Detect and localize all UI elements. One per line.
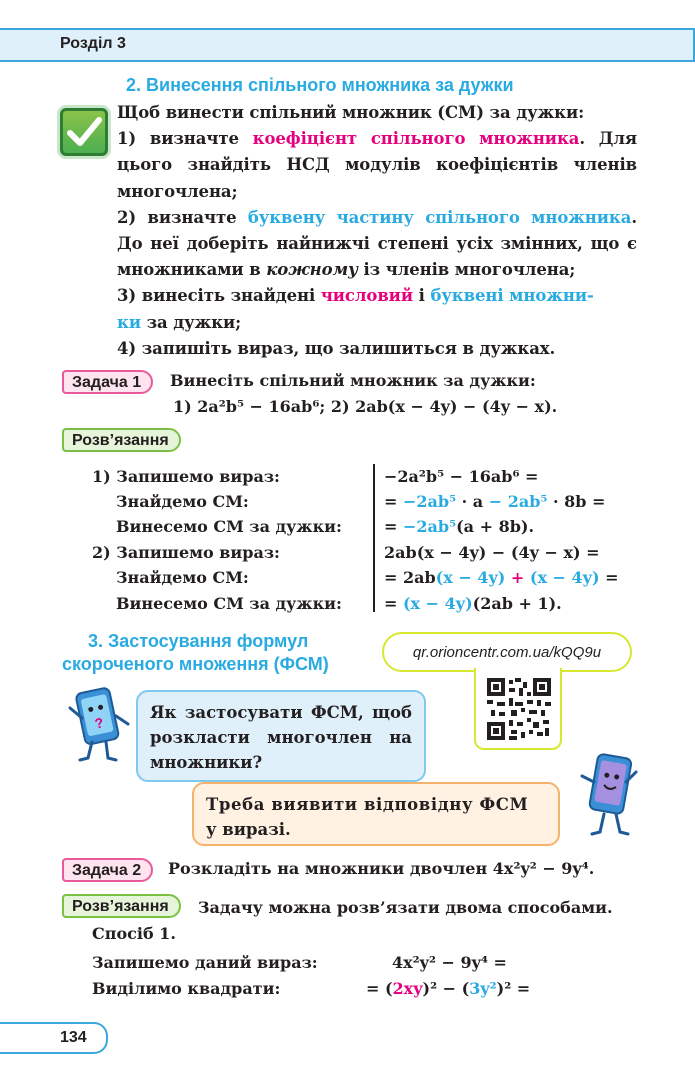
phone-mascot-question-icon (64, 684, 134, 764)
sol1-row1-right: −2a²b⁵ − 16ab⁶ = (384, 467, 539, 486)
solution-2-text: Задачу можна розв’язати двома способами. (198, 898, 613, 917)
sol1-row2-left: Знайдемо СМ: (116, 492, 249, 511)
sol2-row2-left: Виділимо квадрати: (92, 979, 281, 998)
sol1-row5-left: Знайдемо СМ: (116, 568, 249, 587)
rule-step-4: 4) запишіть вираз, що залишиться в дужках. (117, 338, 556, 358)
section-2-title: 2. Винесення спільного множника за дужки (126, 75, 514, 95)
section-3-title-line1: 3. Застосування формул (88, 631, 309, 651)
task-1-expression: 1) 2a²b⁵ − 16ab⁶; 2) 2ab(x − 4y) − (4y − x). (173, 397, 558, 416)
answer-line-1: Треба виявити відповідну ФСМ (206, 795, 529, 814)
answer-line-2: у виразі. (206, 820, 291, 839)
checkmark-icon (60, 108, 108, 156)
rule-step-3: 3) винесіть знайдені числовий і буквені множни- ки за дужки; (117, 286, 594, 332)
answer-bubble (192, 782, 560, 846)
task-2-label: Задача 2 (62, 858, 153, 882)
svg-text:?: ? (93, 714, 105, 732)
task-1-text: Винесіть спільний множник за дужки: (170, 371, 536, 390)
section-3-title-line2: скороченого множення (ФСМ) (62, 654, 329, 674)
qr-code-frame[interactable] (474, 668, 562, 750)
sol2-row2-right: = (2xy)² − (3y²)² = (366, 979, 531, 998)
solution-divider (373, 464, 375, 612)
method-1-label: Спосіб 1. (92, 924, 176, 943)
sol1-row6-left: Винесемо СМ за дужки: (116, 594, 342, 613)
page-number: 134 (0, 1022, 108, 1054)
question-bubble: Як застосувати ФСМ, щоб розкласти многочлен на множники? (136, 690, 426, 782)
sol1-row3-left: Винесемо СМ за дужки: (116, 517, 342, 536)
rule-step-1: 1) визначте коефіцієнт спільного множника. Для цього знайдіть НСД модулів коефіцієнтів членів многочлена; (117, 129, 637, 201)
sol1-row6-right: = (x − 4y)(2ab + 1). (384, 594, 562, 613)
rule-block (117, 100, 637, 362)
chapter-label: Розділ 3 (60, 35, 126, 52)
qr-code-icon (487, 678, 551, 740)
sol1-row1-left: 1) Запишемо вираз: (92, 467, 280, 486)
rule-step-2: 2) визначте буквену частину спільного множника. До неї доберіть найнижчі степені усіх змінних, що є множниками в кожному із членів многочлена; (117, 207, 637, 280)
qr-url-link[interactable]: qr.orioncentr.com.ua/kQQ9u (382, 632, 632, 672)
solution-2-label: Розв’язання (62, 894, 181, 918)
rule-intro: Щоб винести спільний множник (СМ) за дужки: (117, 103, 585, 122)
sol2-row1-right: 4x²y² − 9y⁴ = (392, 953, 507, 972)
task-1-label: Задача 1 (62, 370, 153, 394)
sol2-row1-left: Запишемо даний вираз: (92, 953, 318, 972)
solution-1-label: Розв’язання (62, 428, 181, 452)
sol1-row2-right: = −2ab⁵ · a − 2ab⁵ · 8b = (384, 492, 606, 511)
sol1-row4-right: 2ab(x − 4y) − (4y − x) = (384, 543, 600, 562)
task-2-text: Розкладіть на множники двочлен 4x²y² − 9y⁴. (168, 859, 595, 878)
sol1-row4-left: 2) Запишемо вираз: (92, 543, 280, 562)
sol1-row3-right: = −2ab⁵(a + 8b). (384, 517, 535, 536)
sol1-row5-right: = 2ab(x − 4y) + (x − 4y) = (384, 568, 619, 587)
phone-mascot-happy-icon (580, 752, 640, 842)
